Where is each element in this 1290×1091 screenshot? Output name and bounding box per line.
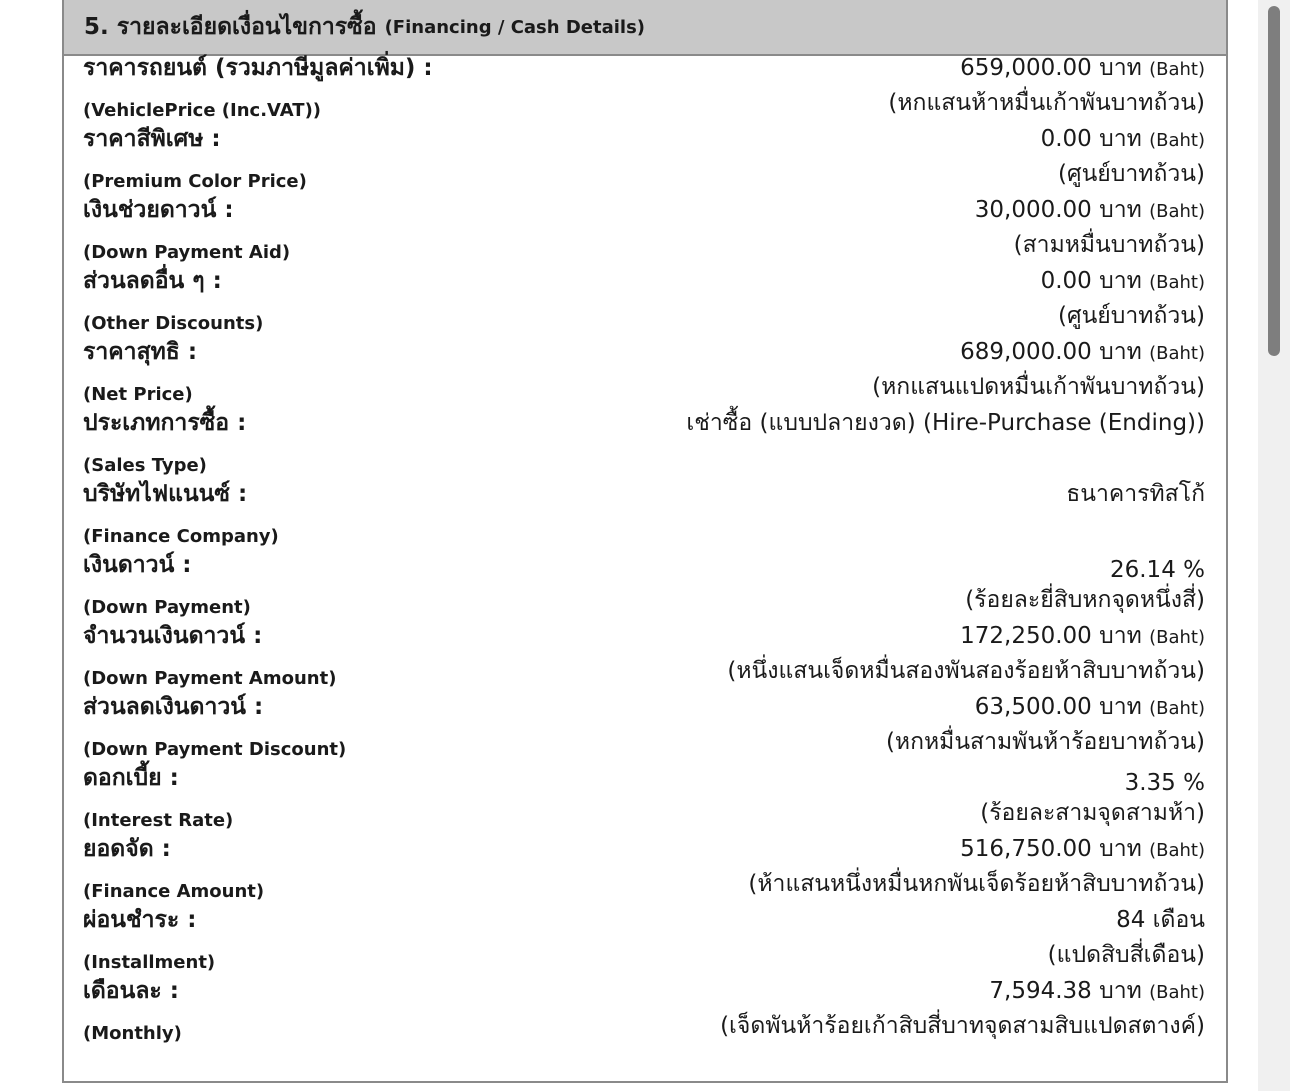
label-th: บริษัทไฟแนนซ์ : — [83, 481, 248, 507]
label-th: ราคาสุทธิ : — [83, 339, 198, 365]
section-title-en: (Financing / Cash Details) — [384, 16, 646, 38]
value — [975, 192, 1205, 228]
unit-en: (Baht) — [1149, 840, 1205, 861]
detail-row-sub — [64, 873, 1226, 908]
detail-row-sub — [64, 731, 1226, 766]
value-words: (หกแสนแปดหมื่นเก้าพันบาทถ้วน) — [872, 374, 1205, 400]
unit-en: (Baht) — [1149, 201, 1205, 222]
value — [686, 405, 1205, 441]
unit-en: (Baht) — [1149, 59, 1205, 80]
value — [975, 689, 1205, 725]
label-th: ประเภทการซื้อ : — [83, 410, 247, 436]
value — [960, 334, 1205, 370]
label-th: จำนวนเงินดาวน์ : — [83, 623, 263, 649]
value-text: 84 เดือน — [1116, 907, 1205, 933]
value-words: (หกแสนห้าหมื่นเก้าพันบาทถ้วน) — [888, 90, 1205, 116]
unit-en: (Baht) — [1149, 698, 1205, 719]
section-header — [64, 0, 1226, 56]
unit-en: (Baht) — [1149, 343, 1205, 364]
unit-en: (Baht) — [1149, 272, 1205, 293]
label-th: ผ่อนชำระ : — [83, 907, 197, 933]
value-words: (แปดสิบสี่เดือน) — [1047, 942, 1205, 968]
vertical-scrollbar[interactable] — [1258, 0, 1290, 1091]
detail-row-main — [64, 127, 1226, 163]
value-words: (ร้อยละสามจุดสามห้า) — [980, 800, 1205, 826]
label-en: (Premium Color Price) — [83, 171, 307, 192]
value-text: 26.14 % — [1109, 557, 1205, 583]
label-th: ราคารถยนต์ (รวมภาษีมูลค่าเพิ่ม) : — [83, 55, 433, 81]
label-en: (Monthly) — [83, 1023, 182, 1044]
value-text: 516,750.00 บาท — [960, 836, 1142, 862]
label-en: (Down Payment Discount) — [83, 739, 347, 760]
value — [1066, 476, 1205, 512]
label-en: (Installment) — [83, 952, 216, 973]
label-th: เงินดาวน์ : — [83, 552, 192, 578]
value-words: (ห้าแสนหนึ่งหมื่นหกพันเจ็ดร้อยห้าสิบบาทถ้วน) — [748, 871, 1205, 897]
detail-rows — [64, 56, 1226, 1050]
value-words: (หกหมื่นสามพันห้าร้อยบาทถ้วน) — [885, 729, 1205, 755]
section-title: 5. รายละเอียดเงื่อนไขการซื้อ — [84, 14, 377, 40]
value — [960, 618, 1205, 654]
label-en: (Down Payment) — [83, 597, 251, 618]
detail-row-main — [64, 269, 1226, 305]
label-en: (Other Discounts) — [83, 313, 264, 334]
value — [989, 973, 1205, 1009]
label-en: (Net Price) — [83, 384, 193, 405]
value-words: (ร้อยละยี่สิบหกจุดหนึ่งสี่) — [965, 587, 1205, 613]
value-words: (เจ็ดพันห้าร้อยเก้าสิบสี่บาทจุดสามสิบแปดสตางค์) — [720, 1013, 1205, 1039]
value — [1125, 770, 1205, 796]
value — [1110, 557, 1205, 583]
value-text: 659,000.00 บาท — [960, 55, 1142, 81]
value-text: ธนาคารทิสโก้ — [1066, 481, 1205, 507]
value-words: (ศูนย์บาทถ้วน) — [1058, 161, 1205, 187]
value-text: 63,500.00 บาท — [974, 694, 1142, 720]
value-text: 689,000.00 บาท — [960, 339, 1142, 365]
value-text: 7,594.38 บาท — [989, 978, 1142, 1004]
label-th: ยอดจัด : — [83, 836, 171, 862]
label-en: (Down Payment Aid) — [83, 242, 291, 263]
label-th: เงินช่วยดาวน์ : — [83, 197, 234, 223]
label-th: ส่วนลดอื่น ๆ : — [83, 268, 222, 294]
label-th: ราคาสีพิเศษ : — [83, 126, 221, 152]
unit-en: (Baht) — [1149, 130, 1205, 151]
value-words: (สามหมื่นบาทถ้วน) — [1013, 232, 1205, 258]
value-text: 30,000.00 บาท — [974, 197, 1142, 223]
label-en: (Sales Type) — [83, 455, 207, 476]
value-text: 3.35 % — [1124, 770, 1205, 796]
detail-row-main — [64, 411, 1226, 447]
label-th: ดอกเบี้ย : — [83, 765, 179, 791]
detail-row-main — [64, 482, 1226, 518]
label-en: (Finance Amount) — [83, 881, 265, 902]
unit-en: (Baht) — [1149, 627, 1205, 648]
label-en: (VehiclePrice (Inc.VAT)) — [83, 100, 322, 121]
value-text: 172,250.00 บาท — [960, 623, 1142, 649]
value-text: 0.00 บาท — [1040, 268, 1142, 294]
value — [1041, 121, 1205, 157]
financing-details-section — [62, 0, 1228, 1083]
label-en: (Down Payment Amount) — [83, 668, 337, 689]
value-words: (หนึ่งแสนเจ็ดหมื่นสองพันสองร้อยห้าสิบบาทถ้วน) — [727, 658, 1205, 684]
label-th: ส่วนลดเงินดาวน์ : — [83, 694, 264, 720]
unit-en: (Baht) — [1149, 982, 1205, 1003]
value — [960, 831, 1205, 867]
value — [1041, 263, 1205, 299]
value-words: (ศูนย์บาทถ้วน) — [1058, 303, 1205, 329]
value — [1116, 902, 1205, 938]
value-text: เช่าซื้อ (แบบปลายงวด) (Hire-Purchase (Ending)) — [686, 410, 1205, 436]
label-th: เดือนละ : — [83, 978, 179, 1004]
label-en: (Finance Company) — [83, 526, 279, 547]
value-text: 0.00 บาท — [1040, 126, 1142, 152]
label-en: (Interest Rate) — [83, 810, 234, 831]
value — [960, 50, 1205, 86]
detail-row-sub — [64, 518, 1226, 553]
detail-row-sub — [64, 1015, 1226, 1050]
scrollbar-thumb[interactable] — [1268, 6, 1280, 356]
